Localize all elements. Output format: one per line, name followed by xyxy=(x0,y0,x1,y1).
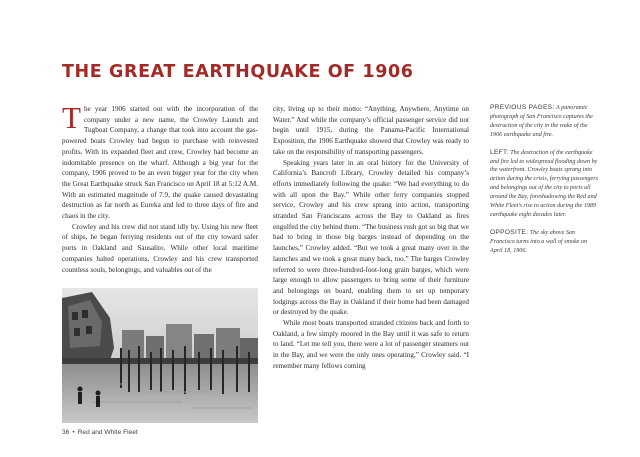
paragraph-text: he year 1906 started out with the incorporation of the company under a new name, the Crowley Launch and Tugboat Company, a change that took into account the gas-powered boats Crowley had begun to purchase with reinvested profits. With its expanded fleet and crew, Crowley had become an indomitable presence on the wharf. Although a big year for the company, 1906 proved to be an even bigger year for the city when the Great Earthquake struck San Francisco on April 18 at 5:12 A.M. With an estimated magnitude of 7.9, the quake caused devastating destruction as far north as Eureka and led to three days of fire and chaos in the city. xyxy=(62,105,258,221)
caption-heading: LEFT: xyxy=(490,148,509,156)
photo-illustration xyxy=(62,288,258,423)
footer-bullet: • xyxy=(72,429,75,436)
photo-captions xyxy=(490,104,598,265)
body-column-1 xyxy=(62,100,258,275)
book-title: Red and White Fleet xyxy=(77,429,138,436)
body-column-2 xyxy=(273,104,469,372)
caption-left xyxy=(490,149,598,220)
caption-text: The destruction of the earthquake and fire led to widespread flooding down by the waterfront. Crowley boats sprang into action during the crisis, ferrying passengers and belongings out of the city to ports all around the Bay, foreshadowing the Red and White Fleet’s rise to action during the 1989 earthquake eight decades later. xyxy=(490,149,598,218)
page-footer xyxy=(62,429,138,436)
paragraph: While most boats transported stranded citizens back and forth to Oakland, a few simply moored in the Bay until it was safe to return to land. “Let me tell you, there were a lot of passenger steamers out in the Bay, and we were the only ones operating,” Crowley said. “I remember many fellows coming xyxy=(273,319,469,370)
earthquake-flood-photo xyxy=(62,288,258,423)
page-number: 36 xyxy=(62,429,70,436)
paragraph xyxy=(62,100,258,222)
paragraph: Speaking years later in an oral history for the University of California’s Bancroft Library, Crowley detailed his company’s efforts immediately following the quake: “We had everything to do with all upon the Bay.” While other ferry companies stopped service, Crowley and his crew sprang into action, transporting stranded San Franciscans across the Bay to Oakland as fires engulfed the city behind them. “The business rush got so big that we had to bring in those big barges instead of depending on the launches,” Crowley added. “But we took a great many over in the launches and we took a great many back, too.” The barges Crowley referred to were three-hundred-foot-long grain barges, which were large enough to allow passengers to bring some of their furniture and belongings on board, enabling them to set up temporary lodgings across the Bay in Oakland if their home had been damaged or destroyed by the quake. xyxy=(273,158,469,317)
chapter-title: THE GREAT EARTHQUAKE OF 1906 xyxy=(62,62,414,82)
caption-opposite xyxy=(490,229,598,256)
caption-text: A panoramic photograph of San Francisco captures the destruction of the city in the wake of the 1906 earthquake and fire. xyxy=(490,105,593,138)
drop-cap: T xyxy=(62,100,81,135)
paragraph: city, living up to their motto: “Anything, Anywhere, Anytime on Water.” And while the company’s official passenger service did not begin until 1915, during the Panama-Pacific International Exposition, the 1906 Earthquake showed that Crowley was ready to take on the responsibility of transporting passengers. xyxy=(273,105,469,156)
paragraph: Crowley and his crew did not stand idly by. Using his new fleet of ships, he began ferrying residents out of the city toward safer ports in Oakland and Sausalito. While other local maritime companies halted operations, Crowley and his crew transported countless souls, belongings, and valuables out of the xyxy=(62,222,258,274)
caption-heading: OPPOSITE: xyxy=(490,228,529,236)
caption-heading: PREVIOUS PAGES: xyxy=(490,104,555,111)
caption-text: The sky above San Francisco turns into a wall of smoke on April 18, 1906. xyxy=(490,229,587,254)
caption-previous-pages xyxy=(490,104,598,140)
